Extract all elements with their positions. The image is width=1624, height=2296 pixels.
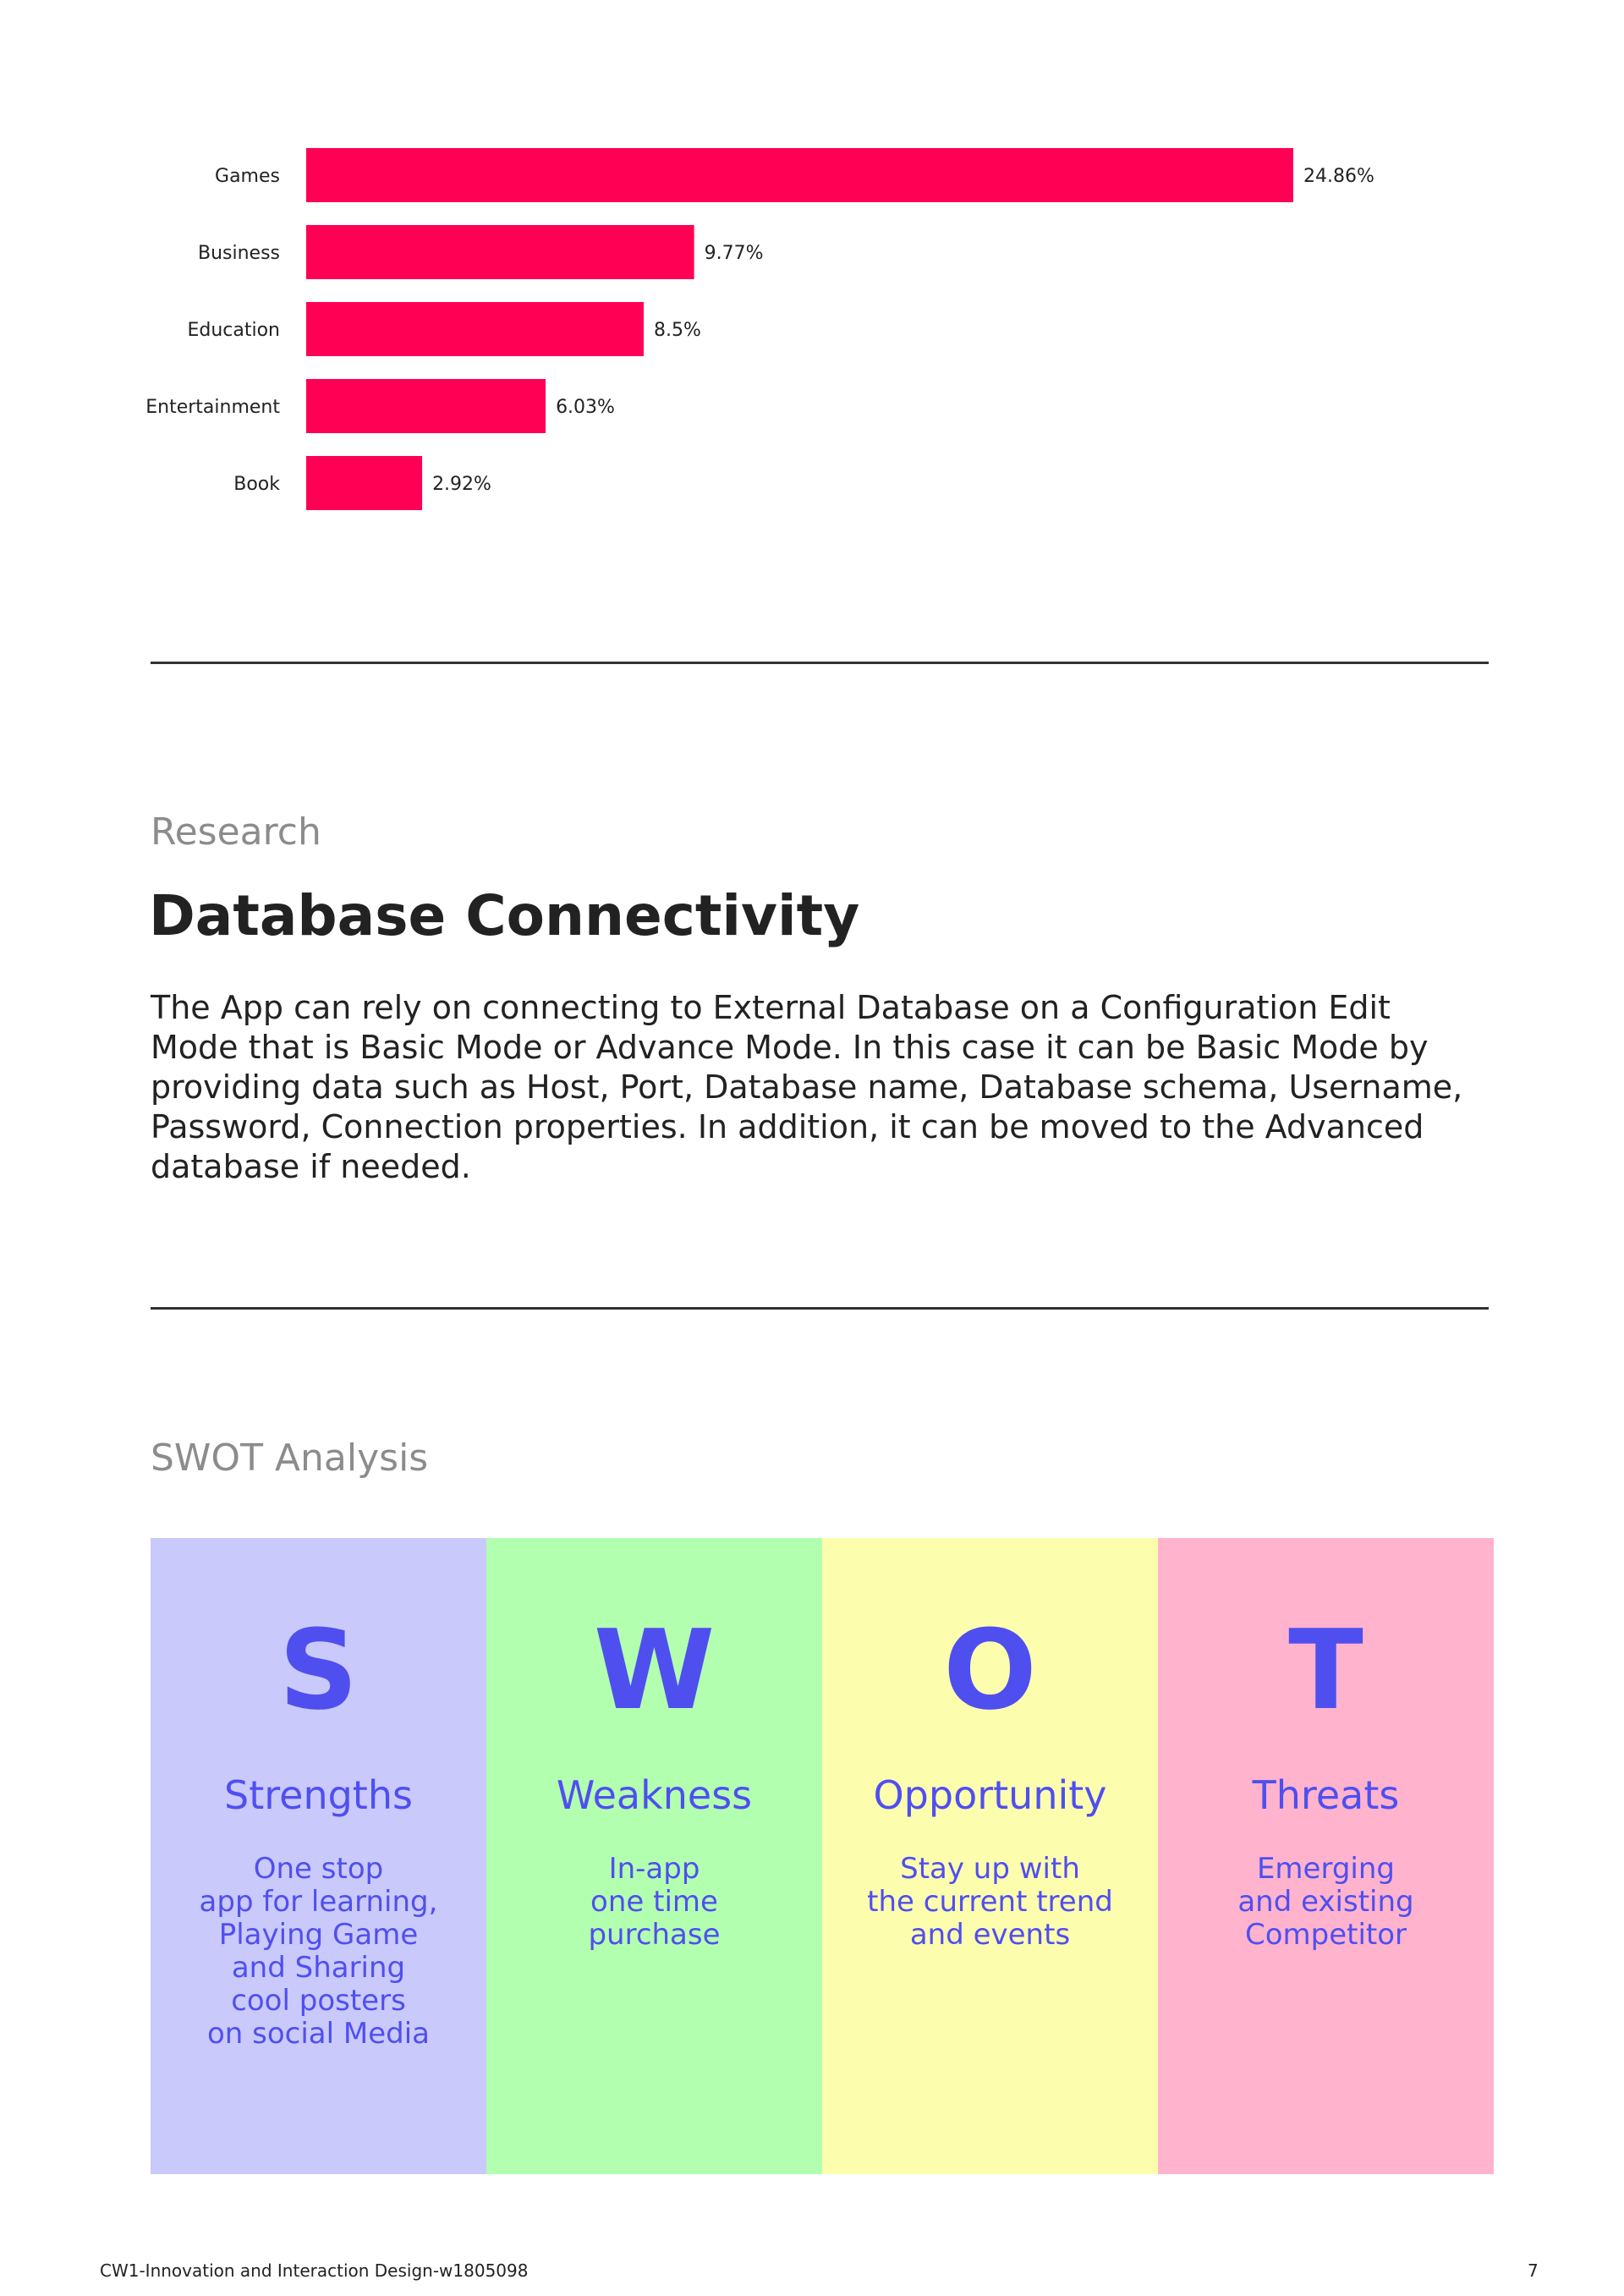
bar xyxy=(306,456,422,510)
category-bar-chart xyxy=(0,0,1624,541)
category-label: Book xyxy=(233,474,280,495)
swot-strengths xyxy=(151,1538,486,2174)
swot-weakness xyxy=(486,1538,822,2174)
value-label: 8.5% xyxy=(654,320,701,341)
section-label-swot: SWOT Analysis xyxy=(151,1436,429,1480)
swot-opportunity xyxy=(822,1538,1158,2174)
swot-threats xyxy=(1158,1538,1494,2174)
swot-desc-strengths: One stop app for learning, Playing Game and Sharing cool posters on social Media xyxy=(199,1852,438,2051)
swot-title-threats: Threats xyxy=(1252,1772,1400,1818)
footer-document-title: CW1-Innovation and Interaction Design-w1805098 xyxy=(100,2260,529,2281)
research-body: The App can rely on connecting to External Database on a Configuration Edit Mode that is Basic Mode or Advance Mode. In this case it can be Basic Mode by providing data such as Host, Port, Database name, Database schema, Username, Password, Connection properties. In addition, it can be moved to the Advanced database if needed. xyxy=(151,989,1463,1185)
bar xyxy=(306,379,546,433)
swot-desc-opportunity: Stay up with the current trend and events xyxy=(867,1852,1113,1952)
value-label: 9.77% xyxy=(704,243,764,264)
value-label: 2.92% xyxy=(432,474,491,495)
page-title: Database Connectivity xyxy=(149,883,860,948)
swot-letter-t: T xyxy=(1288,1606,1363,1734)
swot-letter-s: S xyxy=(278,1606,359,1734)
category-label: Entertainment xyxy=(145,397,280,418)
category-label: Games xyxy=(215,166,280,187)
swot-title-weakness: Weakness xyxy=(556,1772,753,1818)
value-label: 24.86% xyxy=(1303,166,1374,187)
divider-top xyxy=(151,662,1489,664)
bar xyxy=(306,225,694,279)
category-label: Business xyxy=(197,243,280,264)
value-label: 6.03% xyxy=(556,397,615,418)
bar xyxy=(306,302,644,356)
swot-desc-weakness: In-app one time purchase xyxy=(588,1852,721,1952)
swot-letter-o: O xyxy=(943,1606,1037,1734)
divider-bottom xyxy=(151,1307,1489,1310)
category-label: Education xyxy=(187,320,280,341)
swot-desc-threats: Emerging and existing Competitor xyxy=(1237,1852,1414,1952)
swot-grid xyxy=(151,1538,1494,2174)
footer-page-number: 7 xyxy=(1528,2260,1539,2281)
swot-letter-w: W xyxy=(593,1606,716,1734)
section-label-research: Research xyxy=(151,810,321,854)
bar xyxy=(306,148,1293,202)
swot-title-strengths: Strengths xyxy=(224,1772,413,1818)
swot-title-opportunity: Opportunity xyxy=(873,1772,1107,1818)
